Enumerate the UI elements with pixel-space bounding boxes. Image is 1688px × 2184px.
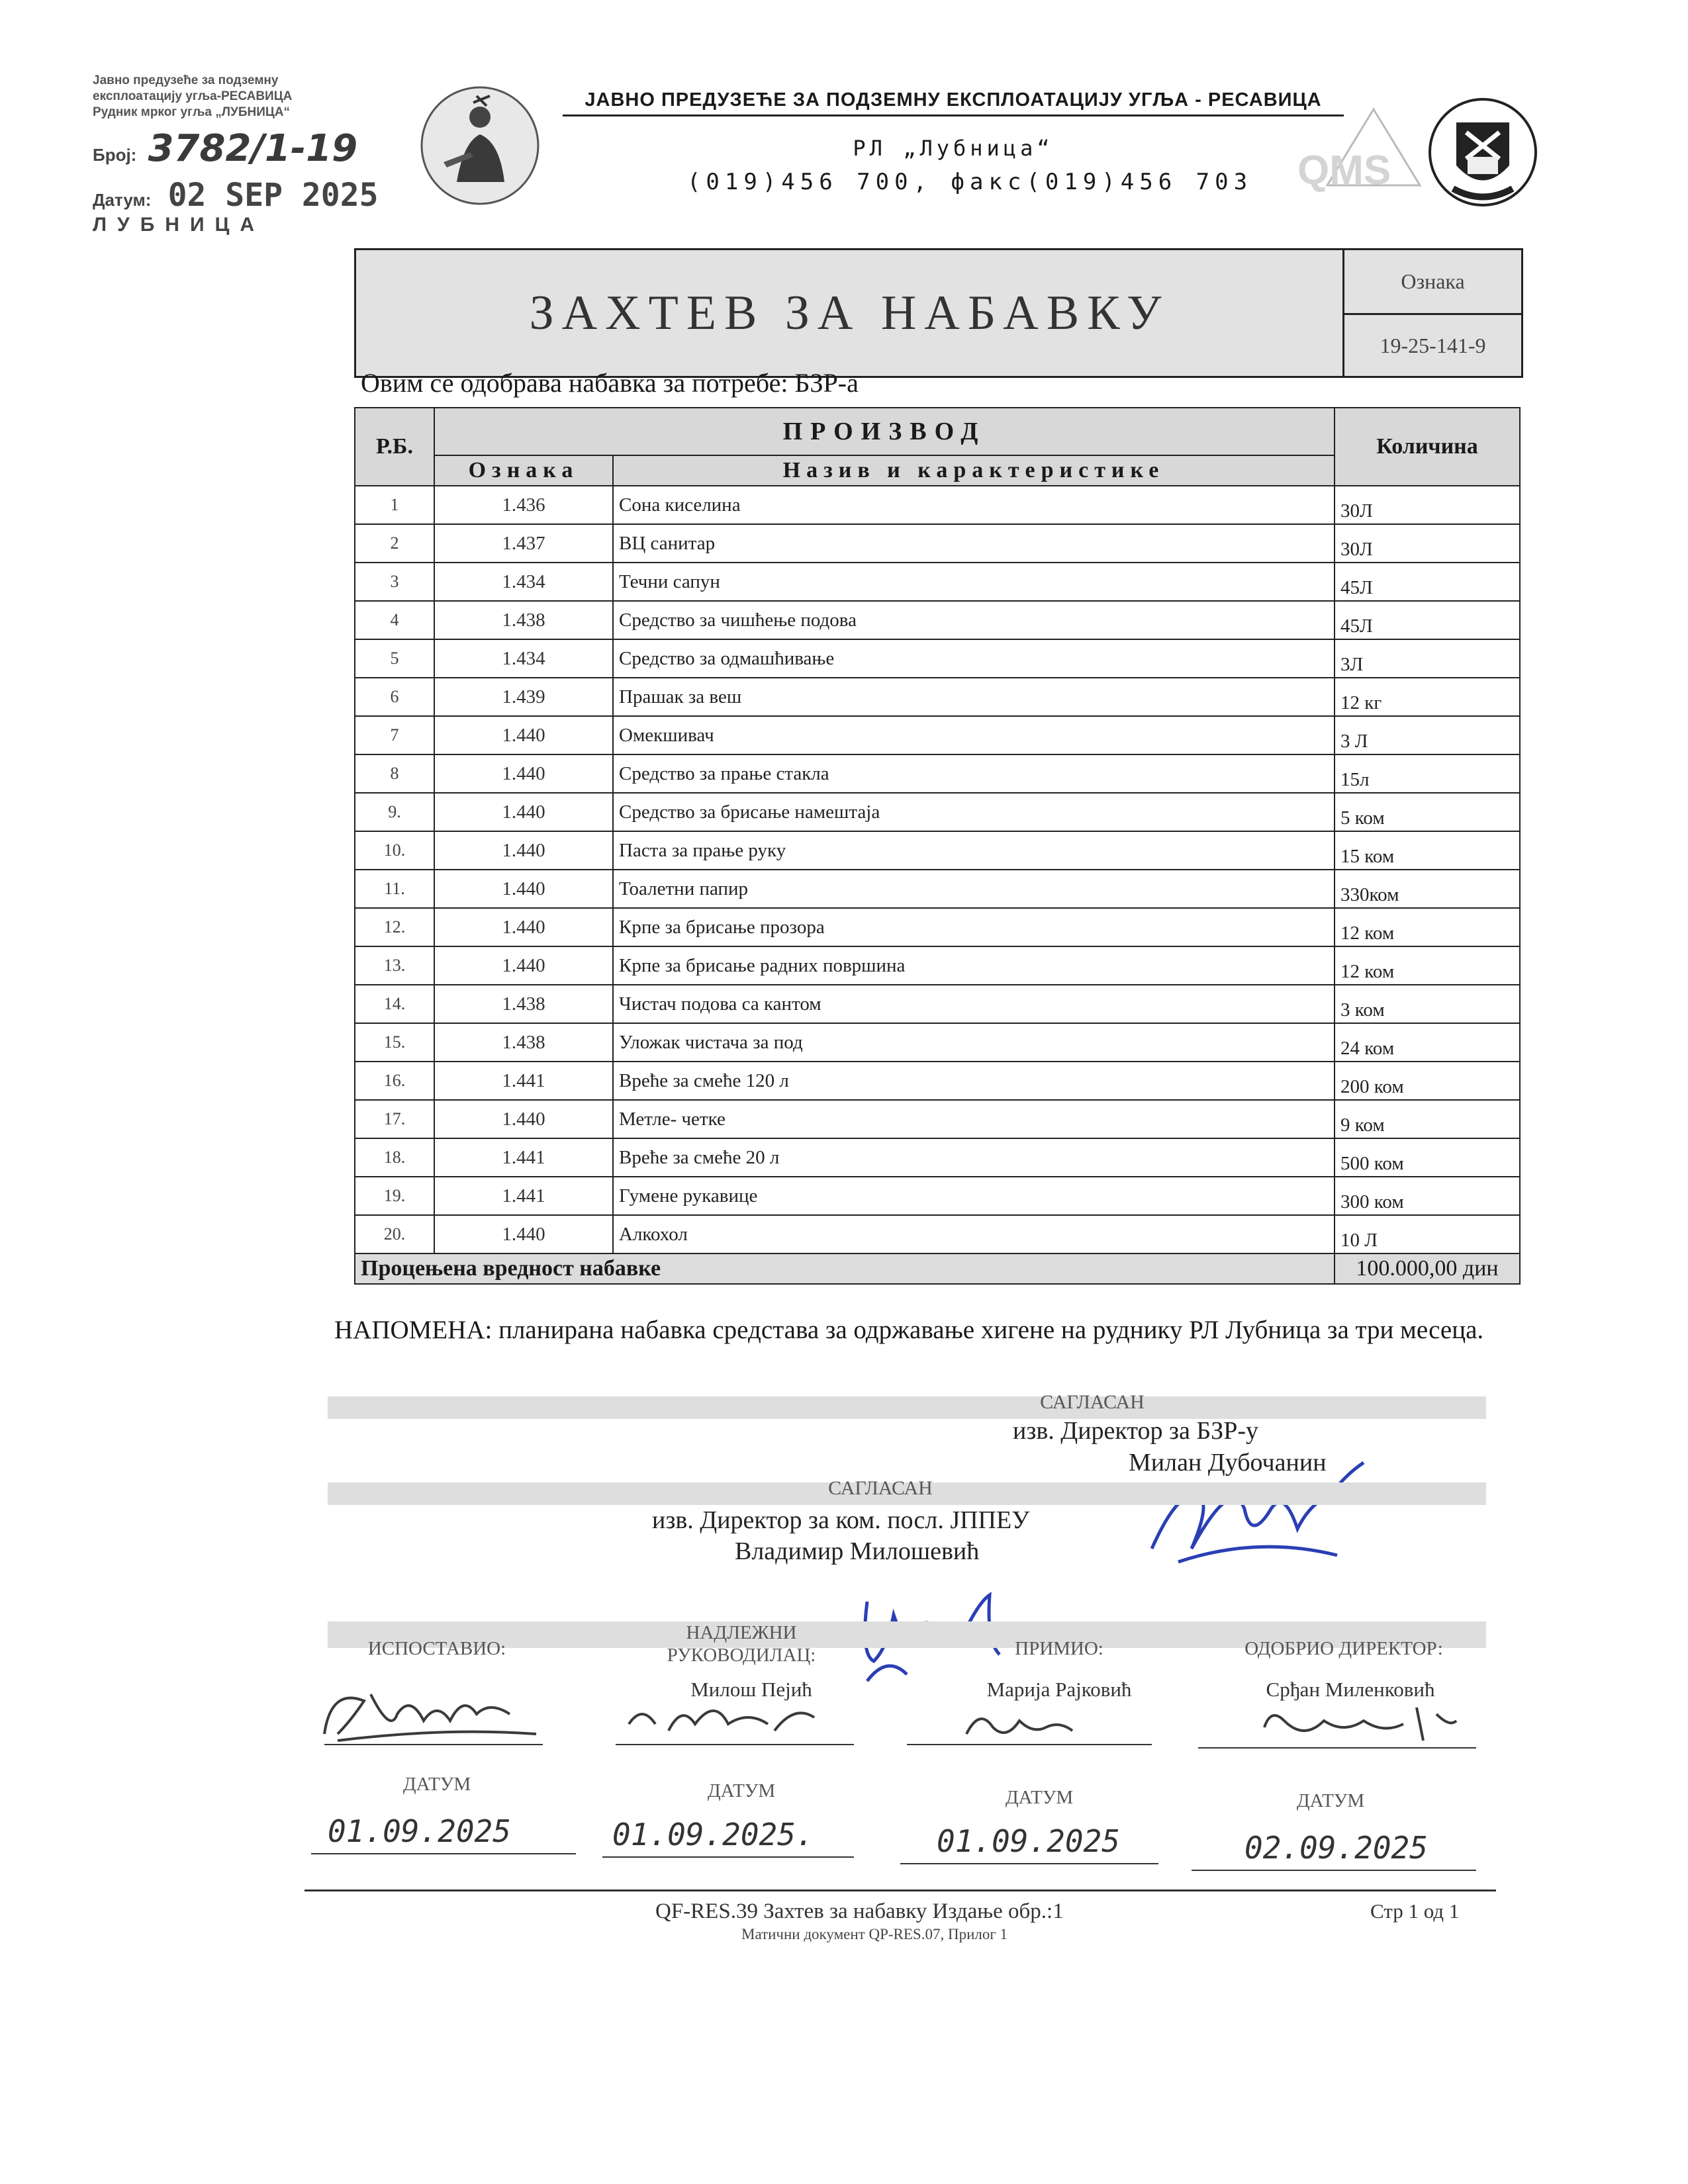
- row-number: 2: [355, 524, 434, 563]
- director-signature: [1251, 1694, 1470, 1754]
- table-row: [355, 524, 1520, 563]
- table-row: [355, 601, 1520, 639]
- row-name: Уложак чистача за под: [613, 1023, 1335, 1062]
- stamp-date-label: Датум:: [93, 190, 152, 210]
- row-quantity: 10 Л: [1335, 1215, 1520, 1253]
- table-row: [355, 831, 1520, 870]
- row-quantity: 3 Л: [1335, 716, 1520, 754]
- col-header-code: Ознака: [434, 455, 613, 486]
- director-sign-line: [1198, 1747, 1476, 1749]
- row-quantity: 500 ком: [1335, 1138, 1520, 1177]
- issued-date-line: [311, 1853, 576, 1854]
- issued-date-value: 01.09.2025: [328, 1813, 511, 1849]
- table-row: [355, 1177, 1520, 1215]
- row-code: 1.436: [434, 486, 613, 524]
- row-number: 10.: [355, 831, 434, 870]
- row-quantity: 15 ком: [1335, 831, 1520, 870]
- row-code: 1.441: [434, 1138, 613, 1177]
- manager-label: НАДЛЕЖНИ РУКОВОДИЛАЦ:: [667, 1622, 816, 1666]
- table-row: [355, 908, 1520, 946]
- row-name: Омекшивач: [613, 716, 1335, 754]
- table-row: [355, 639, 1520, 678]
- manager-sign-line: [616, 1744, 854, 1745]
- manager-name: Милош Пејић: [690, 1678, 812, 1701]
- row-quantity: 300 ком: [1335, 1177, 1520, 1215]
- stamp-line-2: експлоатацију угља-РЕСАВИЦА: [93, 89, 293, 103]
- approval-purpose: Овим се одобрава набавка за потребе: БЗР-а: [361, 368, 859, 398]
- received-date-line: [900, 1863, 1158, 1864]
- approval2-label: САГЛАСАН: [828, 1477, 933, 1499]
- stamp-number-value: 3782/1-19: [148, 127, 358, 170]
- row-quantity: 12 ком: [1335, 946, 1520, 985]
- table-row: [355, 486, 1520, 524]
- row-quantity: 3 ком: [1335, 985, 1520, 1023]
- row-name: Средство за прање стакла: [613, 754, 1335, 793]
- items-table: [354, 407, 1519, 1285]
- footer-page-number: Стр 1 од 1: [1370, 1899, 1460, 1923]
- issued-sign-line: [324, 1744, 543, 1745]
- received-name: Марија Рајковић: [986, 1678, 1132, 1701]
- row-number: 20.: [355, 1215, 434, 1253]
- row-number: 4: [355, 601, 434, 639]
- qms-text: QMS: [1297, 148, 1391, 192]
- row-number: 7: [355, 716, 434, 754]
- row-code: 1.440: [434, 831, 613, 870]
- total-label: Процењена вредност набавке: [355, 1253, 1335, 1284]
- row-number: 11.: [355, 870, 434, 908]
- row-code: 1.439: [434, 678, 613, 716]
- row-name: Течни сапун: [613, 563, 1335, 601]
- company-name-text: ЈАВНО ПРЕДУЗЕЋЕ ЗА ПОДЗЕМНУ ЕКСПЛОАТАЦИЈУ УГЉА - РЕСАВИЦА: [585, 89, 1322, 111]
- row-name: Средство за брисање намештаја: [613, 793, 1335, 831]
- manager-date-label: ДАТУМ: [707, 1780, 776, 1801]
- director-name: Срђан Миленковић: [1266, 1678, 1435, 1701]
- issued-label: ИСПОСТАВИО:: [367, 1638, 506, 1659]
- row-quantity: 30Л: [1335, 524, 1520, 563]
- director-label: ОДОБРИО ДИРЕКТОР:: [1244, 1638, 1443, 1659]
- table-row: [355, 754, 1520, 793]
- row-number: 1: [355, 486, 434, 524]
- row-code: 1.440: [434, 1215, 613, 1253]
- received-date-value: 01.09.2025: [937, 1823, 1120, 1859]
- director-date-value: 02.09.2025: [1244, 1830, 1428, 1866]
- row-number: 6: [355, 678, 434, 716]
- col-header-name: Назив и карактеристике: [613, 455, 1335, 486]
- row-quantity: 5 ком: [1335, 793, 1520, 831]
- received-sign-line: [907, 1744, 1152, 1745]
- row-quantity: 12 ком: [1335, 908, 1520, 946]
- stamp-number-label: Број:: [93, 145, 137, 165]
- row-code: 1.440: [434, 793, 613, 831]
- issued-date-label: ДАТУМ: [402, 1774, 471, 1795]
- stamp-city: ЛУБНИЦА: [93, 214, 265, 236]
- row-name: Средство за чишћење подова: [613, 601, 1335, 639]
- row-quantity: 9 ком: [1335, 1100, 1520, 1138]
- footer-form-ref: QF-RES.39 Захтев за набавку Издање обр.:1: [655, 1899, 1064, 1923]
- received-label: ПРИМИО:: [1015, 1638, 1103, 1659]
- row-name: Гумене рукавице: [613, 1177, 1335, 1215]
- row-number: 18.: [355, 1138, 434, 1177]
- row-name: Сона киселина: [613, 486, 1335, 524]
- footer-parent-doc: Матични документ QP-RES.07, Прилог 1: [741, 1926, 1008, 1942]
- stamp-date-value: 02 SEP 2025: [167, 177, 379, 214]
- miner-logo: [417, 83, 543, 208]
- row-number: 15.: [355, 1023, 434, 1062]
- row-name: Крпе за брисање прозора: [613, 908, 1335, 946]
- table-row: [355, 1023, 1520, 1062]
- row-name: Крпе за брисање радних површина: [613, 946, 1335, 985]
- row-code: 1.441: [434, 1062, 613, 1100]
- company-crest-logo: [1427, 96, 1539, 208]
- row-quantity: 45Л: [1335, 601, 1520, 639]
- received-signature: [953, 1701, 1086, 1747]
- approval1-band: [328, 1396, 1486, 1419]
- approval2-name: Владимир Милошевић: [735, 1537, 980, 1565]
- row-code: 1.434: [434, 639, 613, 678]
- company-underline: [563, 114, 1344, 116]
- row-code: 1.441: [434, 1177, 613, 1215]
- row-number: 13.: [355, 946, 434, 985]
- table-row: [355, 716, 1520, 754]
- col-header-rb: Р.Б.: [355, 408, 434, 486]
- row-quantity: 45Л: [1335, 563, 1520, 601]
- table-row: [355, 1215, 1520, 1253]
- table-row: [355, 563, 1520, 601]
- row-code: 1.440: [434, 870, 613, 908]
- contact-phone: (019)456 700, факс(019)456 703: [686, 169, 1253, 195]
- row-quantity: 3Л: [1335, 639, 1520, 678]
- row-name: Чистач подова са кантом: [613, 985, 1335, 1023]
- row-code: 1.440: [434, 1100, 613, 1138]
- row-number: 16.: [355, 1062, 434, 1100]
- company-name: [563, 89, 1344, 111]
- stamp-date-row: [93, 177, 404, 214]
- table-row: [355, 1138, 1520, 1177]
- row-quantity: 15л: [1335, 754, 1520, 793]
- approval1-signature: [1139, 1449, 1377, 1582]
- row-code: 1.438: [434, 985, 613, 1023]
- row-name: Алкохол: [613, 1215, 1335, 1253]
- approval2-title: изв. Директор за ком. посл. ЈППЕУ: [652, 1506, 1030, 1534]
- row-name: ВЦ санитар: [613, 524, 1335, 563]
- row-code: 1.440: [434, 946, 613, 985]
- row-name: Прашак за веш: [613, 678, 1335, 716]
- received-date-label: ДАТУМ: [1005, 1787, 1074, 1808]
- row-name: Средство за одмашћивање: [613, 639, 1335, 678]
- stamp-line-1: Јавно предузеће за подземну: [93, 73, 279, 87]
- row-number: 8: [355, 754, 434, 793]
- footer-rule: [305, 1889, 1496, 1891]
- table-row: [355, 946, 1520, 985]
- table-row: [355, 793, 1520, 831]
- row-number: 17.: [355, 1100, 434, 1138]
- table-row: [355, 1100, 1520, 1138]
- manager-date-line: [602, 1856, 854, 1858]
- note-text: НАПОМЕНА: планирана набавка средстава за одржавање хигене на руднику РЛ Лубница за три месеца.: [334, 1316, 1484, 1344]
- row-name: Вреће за смеће 120 л: [613, 1062, 1335, 1100]
- row-quantity: 200 ком: [1335, 1062, 1520, 1100]
- row-quantity: 12 кг: [1335, 678, 1520, 716]
- row-name: Паста за прање руку: [613, 831, 1335, 870]
- stamp-line-3: Рудник мрког угља „ЛУБНИЦА“: [93, 105, 291, 119]
- row-code: 1.438: [434, 1023, 613, 1062]
- form-title: ЗАХТЕВ ЗА НАБАВКУ: [356, 250, 1344, 376]
- approval1-title: изв. Директор за БЗР-у: [1013, 1417, 1259, 1445]
- col-header-quantity: Количина: [1335, 408, 1520, 486]
- qms-mark: [1258, 106, 1430, 192]
- approval1-label: САГЛАСАН: [1040, 1391, 1145, 1413]
- row-code: 1.440: [434, 754, 613, 793]
- manager-signature: [616, 1684, 854, 1744]
- row-number: 14.: [355, 985, 434, 1023]
- row-code: 1.438: [434, 601, 613, 639]
- approval1-name: Милан Дубочанин: [1129, 1449, 1327, 1477]
- total-row: [355, 1253, 1520, 1284]
- row-number: 5: [355, 639, 434, 678]
- table-row: [355, 870, 1520, 908]
- col-header-product: ПРОИЗВОД: [434, 408, 1335, 455]
- row-quantity: 24 ком: [1335, 1023, 1520, 1062]
- table-row: [355, 678, 1520, 716]
- row-quantity: 30Л: [1335, 486, 1520, 524]
- row-code: 1.440: [434, 716, 613, 754]
- row-number: 3: [355, 563, 434, 601]
- table-row: [355, 1062, 1520, 1100]
- unit-name: РЛ „Лубница“: [853, 136, 1054, 161]
- row-code: 1.440: [434, 908, 613, 946]
- row-number: 12.: [355, 908, 434, 946]
- form-title-box: [354, 248, 1523, 378]
- row-code: 1.437: [434, 524, 613, 563]
- row-code: 1.434: [434, 563, 613, 601]
- row-number: 9.: [355, 793, 434, 831]
- table-row: [355, 985, 1520, 1023]
- row-name: Метле- четке: [613, 1100, 1335, 1138]
- manager-date-value: 01.09.2025.: [612, 1817, 814, 1852]
- form-code-value: 19-25-141-9: [1380, 334, 1486, 357]
- form-code-label: Ознака: [1344, 250, 1521, 315]
- registry-stamp: [93, 73, 404, 265]
- stamp-number-row: [93, 127, 404, 170]
- row-number: 19.: [355, 1177, 434, 1215]
- row-quantity: 330ком: [1335, 870, 1520, 908]
- row-name: Вреће за смеће 20 л: [613, 1138, 1335, 1177]
- row-name: Тоалетни папир: [613, 870, 1335, 908]
- director-date-line: [1192, 1870, 1476, 1871]
- director-date-label: ДАТУМ: [1296, 1790, 1365, 1811]
- total-value: 100.000,00 дин: [1335, 1253, 1520, 1284]
- issued-signature: [311, 1674, 549, 1747]
